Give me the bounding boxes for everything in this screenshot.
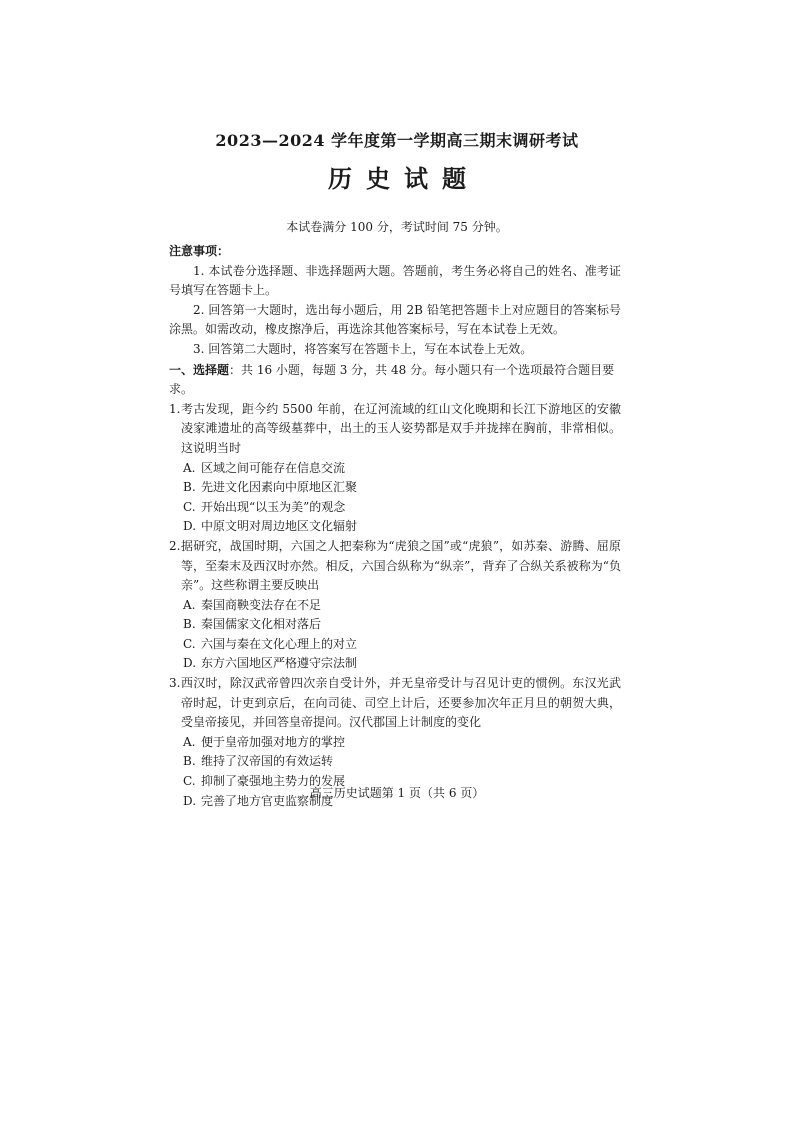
option-c (183, 635, 621, 655)
question-number: 2. (169, 538, 181, 553)
exam-body (169, 242, 621, 811)
section-instructions: ：共 16 小题，每题 3 分，共 48 分。每小题只有一个选项最符合题目要求。 (169, 362, 615, 397)
option-b (183, 615, 621, 635)
option-d (183, 517, 621, 537)
option-a (183, 459, 621, 479)
section-heading (169, 361, 621, 400)
page-footer: 高三历史试题第 1 页（共 6 页） (309, 786, 485, 800)
option-list (183, 596, 621, 674)
option-letter: B. (183, 480, 196, 495)
option-text: 先进文化因素向中原地区汇聚 (201, 480, 358, 495)
option-b (183, 478, 621, 498)
note-item: 2. 回答第一大题时，选出每小题后，用 2B 铅笔把答题卡上对应题目的答案标号涂黑。如需改动，橡皮擦净后，再选涂其他答案标号，写在本试卷上无效。 (169, 302, 621, 337)
option-a (183, 733, 621, 753)
option-a (183, 596, 621, 616)
option-letter: A. (183, 460, 196, 475)
option-letter: D. (183, 793, 197, 808)
section-label: 一、选择题 (169, 362, 230, 377)
note-item: 3. 回答第二大题时，将答案写在答题卡上，写在本试卷上无效。 (193, 341, 533, 356)
option-text: 开始出现“以玉为美”的观念 (201, 499, 346, 514)
notes-heading: 注意事项： (169, 244, 230, 258)
question-text: 考古发现，距今约 5500 年前，在辽河流域的红山文化晚期和长江下游地区的安徽凌家滩遗址的高等级墓葬中，出土的玉人姿势都是双手并拢摔在胸前，非常相似。这说明当时 (181, 401, 621, 455)
option-letter: C. (183, 499, 196, 514)
exam-title: 2023—2024 学年度第一学期高三期末调研考试 (215, 131, 579, 150)
question-text: 据研究，战国时期，六国之人把秦称为“虎狼之国”或“虎狼”，如苏秦、游腾、屈原等，至秦末及西汉时亦然。相反，六国合纵称为“纵亲”，背弃了合纵关系被称为“负亲”。这些称谓主要反映出 (181, 538, 621, 593)
question-number: 1. (169, 401, 181, 416)
option-text: 东方六国地区严格遵守宗法制 (201, 656, 358, 671)
option-text: 秦国儒家文化相对落后 (201, 617, 322, 632)
option-letter: B. (183, 617, 196, 632)
option-text: 维持了汉帝国的有效运转 (201, 754, 334, 769)
exam-info: 本试卷满分 100 分，考试时间 75 分钟。 (286, 220, 508, 234)
note-item: 1. 本试卷分选择题、非选择题两大题。答题前，考生务必将自己的姓名、准考证号填写在答题卡上。 (169, 263, 621, 298)
option-c (183, 498, 621, 518)
question-number: 3. (169, 676, 181, 691)
option-text: 便于皇帝加强对地方的掌控 (201, 734, 346, 749)
option-d (183, 654, 621, 674)
option-letter: A. (183, 597, 196, 612)
question-stem (169, 400, 621, 459)
option-text: 区域之间可能存在信息交流 (201, 460, 346, 475)
option-letter: C. (183, 774, 196, 789)
option-text: 完善了地方官吏监察制度 (201, 793, 334, 808)
question-1 (169, 400, 621, 537)
option-text: 中原文明对周边地区文化辐射 (201, 519, 358, 534)
option-letter: B. (183, 754, 196, 769)
exam-header (0, 130, 794, 194)
option-letter: C. (183, 636, 196, 651)
option-letter: D. (183, 656, 197, 671)
option-b (183, 752, 621, 772)
question-stem (169, 674, 621, 733)
question-text: 西汉时，除汉武帝曾四次亲自受计外，并无皇帝受计与召见计吏的惯例。东汉光武帝时起，计吏到京后，在向司徒、司空上计后，还要参加次年正月旦的朝贺大典，受皇帝接见，并回答皇帝提问。汉代郡国上计制度的变化 (181, 676, 621, 730)
question-stem (169, 537, 621, 596)
subject-title: 历史试题 (328, 164, 480, 193)
option-text: 秦国商鞅变法存在不足 (201, 597, 322, 612)
option-letter: D. (183, 519, 197, 534)
option-letter: A. (183, 734, 196, 749)
option-list (183, 459, 621, 537)
option-text: 六国与秦在文化心理上的对立 (201, 636, 358, 651)
option-text: 抑制了豪强地主势力的发展 (201, 774, 346, 789)
question-2 (169, 537, 621, 674)
